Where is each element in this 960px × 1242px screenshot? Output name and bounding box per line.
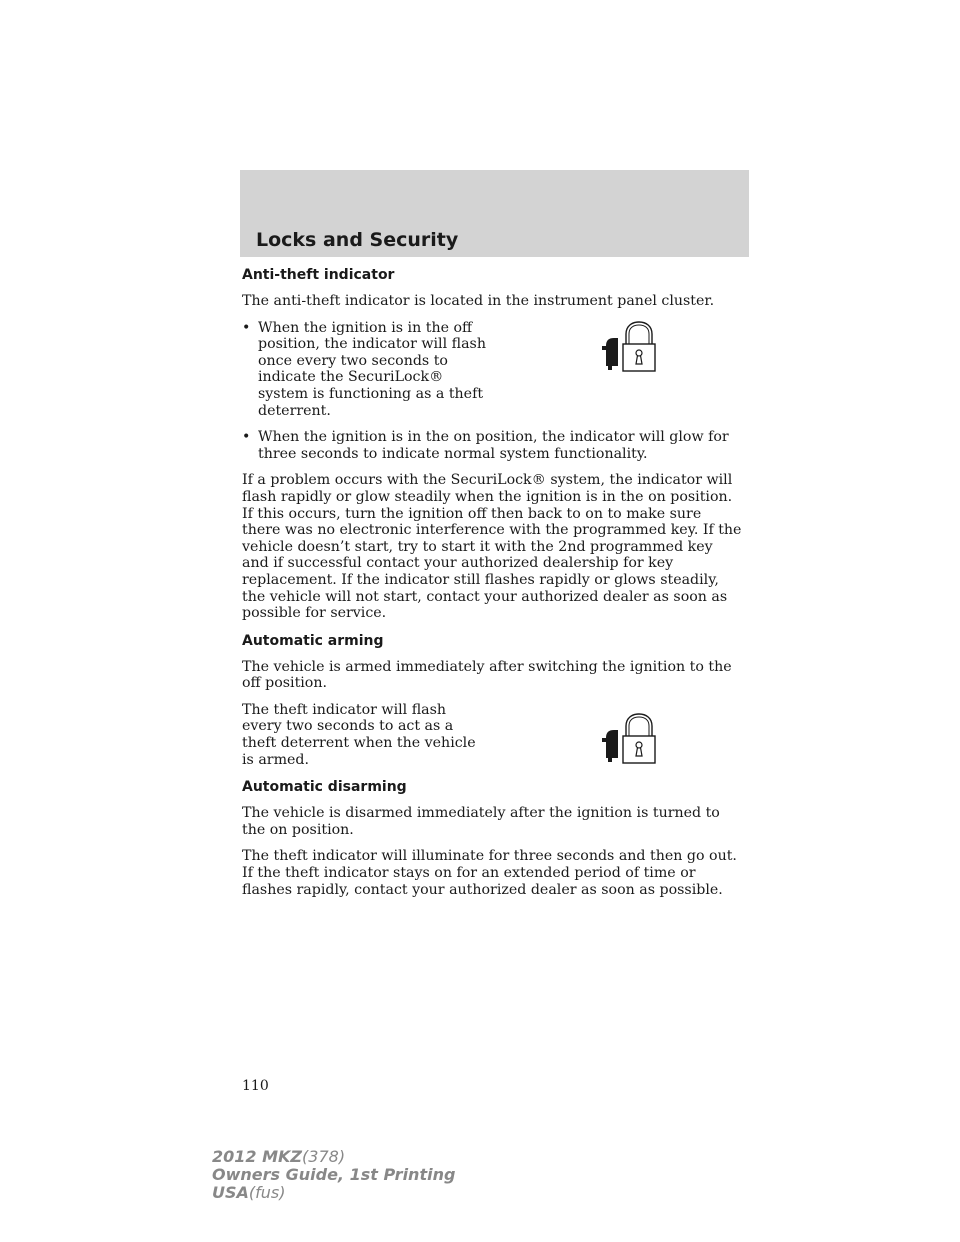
anti-theft-intro: The anti-theft indicator is located in the instrument panel cluster. — [242, 293, 715, 309]
disarming-paragraph-1: The vehicle is disarmed immediately after the ignition is turned to the on position. — [242, 805, 720, 838]
footer-region-code: (fus) — [248, 1183, 286, 1202]
arming-paragraph-1: The vehicle is armed immediately after switching the ignition to the off position. — [242, 658, 732, 692]
page-content — [242, 266, 742, 908]
car-lock-indicator-icon — [592, 320, 658, 372]
footer-model-code: (378) — [302, 1147, 346, 1166]
bullet-dot: • — [242, 429, 251, 446]
arming-paragraph-2: The theft indicator will flash every two seconds to act as a theft deterrent when the vehicle is armed. — [242, 701, 476, 768]
bullet-with-icon — [242, 320, 742, 430]
arming-with-icon — [242, 702, 742, 778]
footer-guide: Owners Guide, 1st Printing — [212, 1165, 456, 1184]
disarming-paragraph-2: The theft indicator will illuminate for three seconds and then go out. If the theft indicator stays on for an extended period of time or flashes rapidly, contact your authorized dealer as soon as possible. — [242, 848, 737, 898]
footer-line-1 — [212, 1148, 455, 1166]
car-lock-indicator-icon — [592, 712, 658, 764]
section-header-band — [240, 170, 749, 257]
bullet-item-on — [242, 429, 742, 462]
footer-region: USA — [212, 1183, 249, 1202]
heading-automatic-disarming: Automatic disarming — [242, 779, 407, 796]
page-number: 110 — [242, 1078, 269, 1094]
heading-automatic-arming: Automatic arming — [242, 632, 384, 649]
document-footer — [212, 1148, 455, 1202]
heading-anti-theft: Anti-theft indicator — [242, 267, 395, 283]
anti-theft-problem: If a problem occurs with the SecuriLock® system, the indicator will flash rapidly or glow steadily when the ignition is in the on position. If this occurs, turn the ignition off then back to on to make sure there was no electronic interference with the programmed key. If the vehicle doesn’t start, try to start it with the 2nd programmed key and if successful contact your authorized dealership for key replacement. If the indicator still flashes rapidly or glows steadily, the vehicle will not start, contact your authorized dealer as soon as possible for service. — [242, 472, 742, 622]
footer-line-3 — [212, 1184, 455, 1202]
footer-model: 2012 MKZ — [212, 1147, 303, 1166]
bullet-text: When the ignition is in the off position, the indicator will flash once every two seconds to indicate the SecuriLock® system is functioning as a theft deterrent. — [258, 319, 486, 419]
footer-line-2 — [212, 1166, 455, 1184]
section-title: Locks and Security — [256, 229, 459, 251]
bullet-text: When the ignition is in the on position, the indicator will glow for three seconds to indicate normal system functionality. — [258, 429, 729, 462]
bullet-item-off — [242, 320, 494, 420]
bullet-dot: • — [242, 319, 251, 336]
